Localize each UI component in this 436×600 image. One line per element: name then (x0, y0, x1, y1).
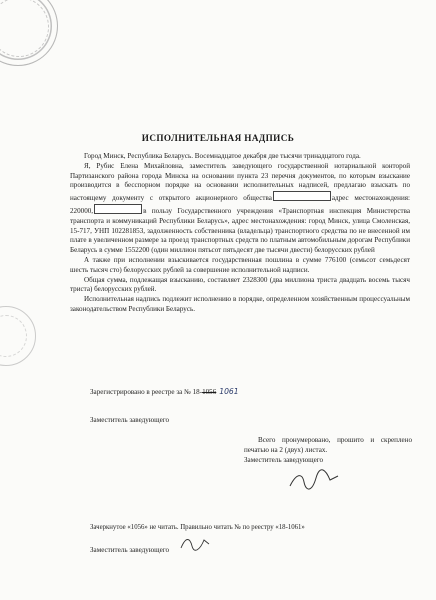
handwritten-signature (286, 468, 342, 494)
main-paragraph: Я, Рубис Елена Михайловна, заместитель заведующего государственной нотариальной конторой Партизанского района города Минска на основании пункта 23 перечня документов, по которым взыскание производится в бесспорном порядке на основании исполнительных надписей, предлагаю взыскать по настоящему документу с открытого акционерного общества адрес местонахождения: 220000, в пользу Государственного учреждения «Транспортная инспекция Министерства транспорта и коммуникаций Республики Беларусь», адрес местонахождения: город Минск, улица Смоленская, 15-717, УНП 102281853, задолженность собственника (владельца) транспортного средства по не внесенной им плате в увеличенном размере за проезд транспортных средств по платным автомобильным дорогам Республики Беларусь в сумме 1552200 (один миллион пятьсот пятьдесят две тысячи двести) белорусских рублей (70, 161, 410, 255)
place-date: Город Минск, Республика Беларусь. Восемнадцатое декабря две тысячи тринадцатого года. (84, 152, 361, 160)
deputy-signature-label-3: Заместитель заведующего (90, 546, 170, 554)
notary-seal-side (0, 306, 36, 366)
execution-paragraph: Исполнительная надпись подлежит исполнению в порядке, определенном хозяйственным процессуальным законодательством Республики Беларусь. (70, 295, 410, 313)
registry-line: Зарегистрировано в реестре за № 18-1056 1061 (90, 387, 239, 396)
handwritten-signature-small (178, 532, 212, 554)
binding-note (244, 436, 412, 465)
total-pages-text: Всего пронумеровано, прошито и скреплено печатью на 2 (двух) листах. (244, 436, 412, 454)
redacted-company-name (273, 191, 331, 201)
total-sum-paragraph: Общая сумма, подлежащая взысканию, составляет 2328300 (два миллиона триста двадцать восемь тысяч триста) белорусских рублей. (70, 275, 410, 294)
correction-note: Зачеркнутое «1056» не читать. Правильно читать № по реестру «18-1061» (90, 524, 305, 531)
deputy-signature-label-1: Заместитель заведующего (90, 416, 170, 424)
document-body (70, 152, 410, 315)
handwritten-number: 1061 (219, 387, 239, 396)
notary-seal-top (0, 0, 58, 66)
redacted-address (94, 204, 142, 214)
fee-paragraph: А также при исполнении взыскивается государственная пошлина в сумме 776100 (семьсот семьдесят шесть тысяч сто) белорусских рублей за совершение исполнительной надписи. (70, 255, 410, 274)
document-title: ИСПОЛНИТЕЛЬНАЯ НАДПИСЬ (141, 133, 295, 143)
deputy-signature-label-2: Заместитель заведующего (244, 455, 324, 464)
struck-number: 1056 (202, 388, 217, 396)
